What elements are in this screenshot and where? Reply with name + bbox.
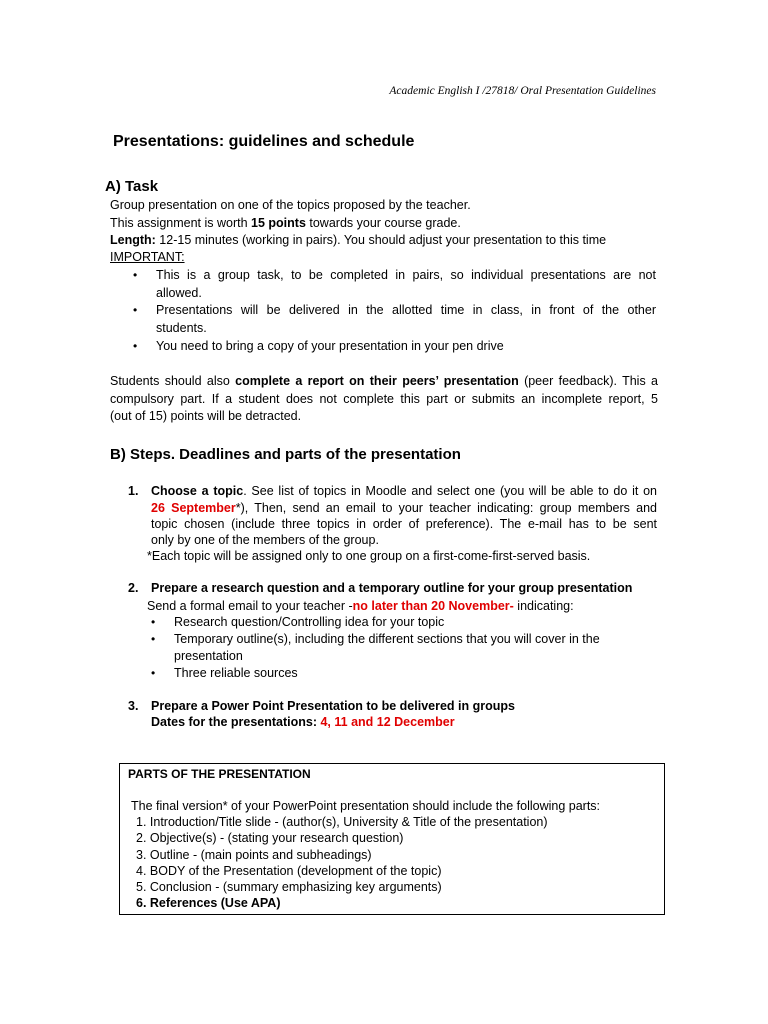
page-header: Academic English I /27818/ Oral Presentation Guidelines [389,85,656,97]
parts-box-title: PARTS OF THE PRESENTATION [128,767,311,781]
step-1-note: *Each topic will be assigned only to one group on a first-come-first-served basis. [147,549,591,563]
parts-item: 5. Conclusion - (summary emphasizing key arguments) [136,880,442,894]
step-2-bullet-2: Temporary outline(s), including the different sections that you will cover in the [174,632,600,646]
bullet-icon: • [133,268,138,282]
step-1-number: 1. [128,484,139,498]
section-b-heading: B) Steps. Deadlines and parts of the presentation [110,446,461,463]
important-bullet-2-l1: Presentations will be delivered in the allotted time in class, in front of the other [156,303,656,317]
important-bullet-1-l2: allowed. [156,286,202,300]
parts-item: 2. Objective(s) - (stating your research question) [136,831,404,845]
step-2-send-line: Send a formal email to your teacher -no later than 20 November- indicating: [147,599,574,613]
page-title: Presentations: guidelines and schedule [113,133,415,150]
important-bullet-1-l1: This is a group task, to be completed in pairs, so individual presentations are not [156,268,656,282]
task-line-1: Group presentation on one of the topics proposed by the teacher. [110,198,471,212]
bullet-icon: • [151,615,156,629]
step-1-line-1: Choose a topic. See list of topics in Moodle and select one (you will be able to do it on [151,484,658,498]
peer-feedback-line-2: compulsory part. If a student does not complete this part or submits an incomplete report, 5 [110,392,658,406]
step-2-number: 2. [128,581,139,595]
step-1-line-2: 26 September*), Then, send an email to your teacher indicating: group members and [151,501,658,515]
bullet-icon: • [151,666,156,680]
section-a-heading: A) Task [105,178,159,195]
step-2-bullet-1: Research question/Controlling idea for your topic [174,615,445,629]
step-2-bullet-3: Three reliable sources [174,666,298,680]
important-bullet-3: You need to bring a copy of your presentation in your pen drive [156,339,504,353]
parts-of-presentation-box [119,763,665,915]
parts-item: 3. Outline - (main points and subheadings) [136,848,372,862]
parts-item: 1. Introduction/Title slide - (author(s), University & Title of the presentation) [136,815,548,829]
step-3-dates: Dates for the presentations: 4, 11 and 12 December [151,715,455,729]
length-line: Length: 12-15 minutes (working in pairs). You should adjust your presentation to this time [110,233,607,247]
step-1-line-3: topic chosen (include three topics in order of preference). The e-mail has to be sent [151,517,657,531]
bullet-icon: • [133,339,138,353]
peer-feedback-line-3: (out of 15) points will be detracted. [110,409,302,423]
parts-item: 4. BODY of the Presentation (development of the topic) [136,864,442,878]
step-3-number: 3. [128,699,139,713]
step-2-title: Prepare a research question and a temporary outline for your group presentation [151,581,633,595]
task-line-2: This assignment is worth 15 points towards your course grade. [110,216,461,230]
step-1-line-4: only by one of the members of the group. [151,533,379,547]
bullet-icon: • [133,303,138,317]
step-2-bullet-2-cont: presentation [174,649,243,663]
peer-feedback-line-1: Students should also complete a report on their peers’ presentation (peer feedback). This a [110,374,659,388]
bullet-icon: • [151,632,156,646]
important-bullet-2-l2: students. [156,321,207,335]
parts-item-references: 6. References (Use APA) [136,896,281,910]
important-label: IMPORTANT: [110,250,185,264]
parts-box-intro: The final version* of your PowerPoint presentation should include the following parts: [131,799,601,813]
step-3-title: Prepare a Power Point Presentation to be delivered in groups [151,699,515,713]
